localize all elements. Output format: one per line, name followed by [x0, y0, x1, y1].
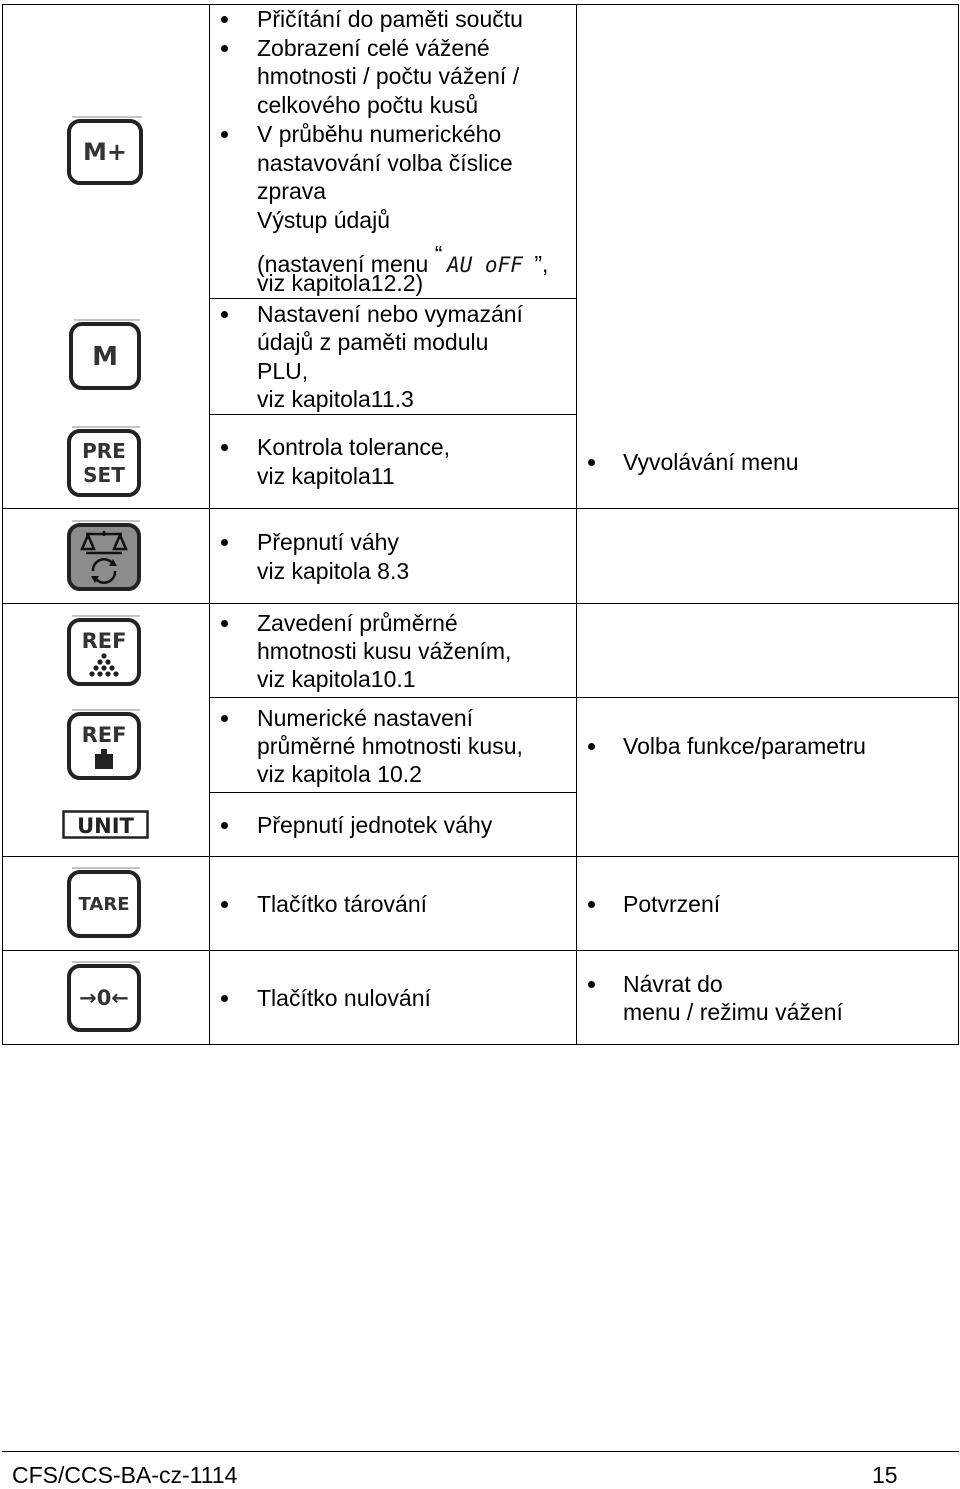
- table-border-left: [2, 4, 3, 1045]
- bullet: [221, 995, 228, 1002]
- bullet: [221, 715, 228, 722]
- right-item-text: Vyvolávání menu: [623, 449, 799, 475]
- scale-switch-key-icon: [66, 519, 144, 593]
- svg-text:→0←: →0←: [79, 986, 129, 1010]
- svg-text:REF: REF: [81, 723, 127, 747]
- list-item-text: Přičítání do paměti součtu: [257, 6, 523, 32]
- list-item-text: viz kapitola12.2): [257, 270, 424, 296]
- menu-setting-text: (nastavení menu: [257, 251, 435, 277]
- m-plus-key-icon: [66, 115, 146, 187]
- svg-text:SET: SET: [83, 463, 125, 487]
- row-divider: [2, 950, 959, 951]
- zero-key-icon: [66, 960, 144, 1034]
- list-item-text: celkového počtu kusů: [257, 92, 479, 118]
- list-item-text: hmotnosti kusu vážením,: [257, 638, 512, 664]
- svg-text:TARE: TARE: [78, 894, 130, 915]
- right-item-text: Potvrzení: [623, 891, 721, 917]
- footer-page-number: 15: [872, 1462, 898, 1488]
- row-divider: [209, 298, 576, 299]
- right-item-text: Volba funkce/parametru: [623, 733, 866, 759]
- open-quote: “: [434, 241, 443, 267]
- bullet: [588, 743, 595, 750]
- bullet: [588, 901, 595, 908]
- svg-text:M+: M+: [83, 138, 127, 166]
- tare-key-icon: [66, 866, 144, 940]
- row-divider: [2, 856, 959, 857]
- bullet: [221, 45, 228, 52]
- bullet: [221, 539, 228, 546]
- row-divider: [2, 508, 959, 509]
- svg-text:REF: REF: [81, 629, 127, 653]
- list-item-text: Numerické nastavení: [257, 705, 474, 731]
- bullet: [221, 16, 228, 23]
- list-item-text: viz kapitola 10.2: [257, 761, 422, 787]
- list-item-text: zprava: [257, 178, 327, 204]
- list-item-text: Výstup údajů: [257, 207, 390, 233]
- column-divider: [209, 4, 210, 1045]
- segment-display-icon: [446, 251, 534, 282]
- bullet: [588, 459, 595, 466]
- column-divider: [576, 4, 577, 1045]
- svg-text:M: M: [92, 342, 118, 372]
- ref-count-key-icon: [66, 614, 144, 688]
- list-item-text: údajů z paměti modulu: [257, 329, 489, 355]
- row-divider: [2, 603, 959, 604]
- list-item-text: Zavedení průměrné: [257, 610, 458, 636]
- bullet: [221, 131, 228, 138]
- list-item-text: viz kapitola11.3: [257, 386, 414, 412]
- row-divider: [209, 414, 576, 415]
- m-key-icon: [68, 318, 144, 392]
- table-border-bottom: [2, 1044, 959, 1045]
- unit-key-icon: [62, 810, 150, 840]
- list-item-text: PLU,: [257, 358, 309, 384]
- list-item-text: viz kapitola10.1: [257, 666, 416, 692]
- list-item-text: viz kapitola11: [257, 463, 395, 489]
- list-item-text: Přepnutí váhy: [257, 529, 399, 555]
- bullet: [221, 311, 228, 318]
- ref-weight-key-icon: [66, 708, 144, 782]
- list-item-text: hmotnosti / počtu vážení /: [257, 63, 520, 89]
- table-border-right: [958, 4, 959, 1045]
- list-item-text: Tlačítko nulování: [257, 985, 431, 1011]
- close-quote: ”,: [534, 251, 549, 277]
- bullet: [588, 981, 595, 988]
- bullet: [221, 822, 228, 829]
- svg-text:PRE: PRE: [82, 439, 126, 463]
- svg-text:UNIT: UNIT: [77, 814, 134, 838]
- row-divider: [209, 697, 959, 698]
- list-item-text: nastavování volba číslice: [257, 150, 513, 176]
- bullet: [221, 901, 228, 908]
- right-item-text: Návrat do: [623, 971, 723, 997]
- preset-key-icon: [66, 425, 144, 499]
- svg-text:AU oFF: AU oFF: [447, 252, 524, 275]
- row-divider: [209, 792, 576, 793]
- right-item-text: menu / režimu vážení: [623, 999, 843, 1025]
- list-item-text: viz kapitola 8.3: [257, 558, 410, 584]
- list-item-text: Tlačítko tárování: [257, 891, 428, 917]
- footer-doc-code: CFS/CCS-BA-cz-1114: [12, 1462, 238, 1488]
- footer-rule: [2, 1451, 959, 1452]
- bullet: [221, 444, 228, 451]
- list-item-text: Přepnutí jednotek váhy: [257, 812, 493, 838]
- list-item-text: V průběhu numerického: [257, 121, 502, 147]
- list-item-text: Nastavení nebo vymazání: [257, 301, 523, 327]
- list-item-text: Kontrola tolerance,: [257, 434, 451, 460]
- list-item-text: průměrné hmotnosti kusu,: [257, 733, 523, 759]
- bullet: [221, 620, 228, 627]
- list-item-text: Zobrazení celé vážené: [257, 35, 490, 61]
